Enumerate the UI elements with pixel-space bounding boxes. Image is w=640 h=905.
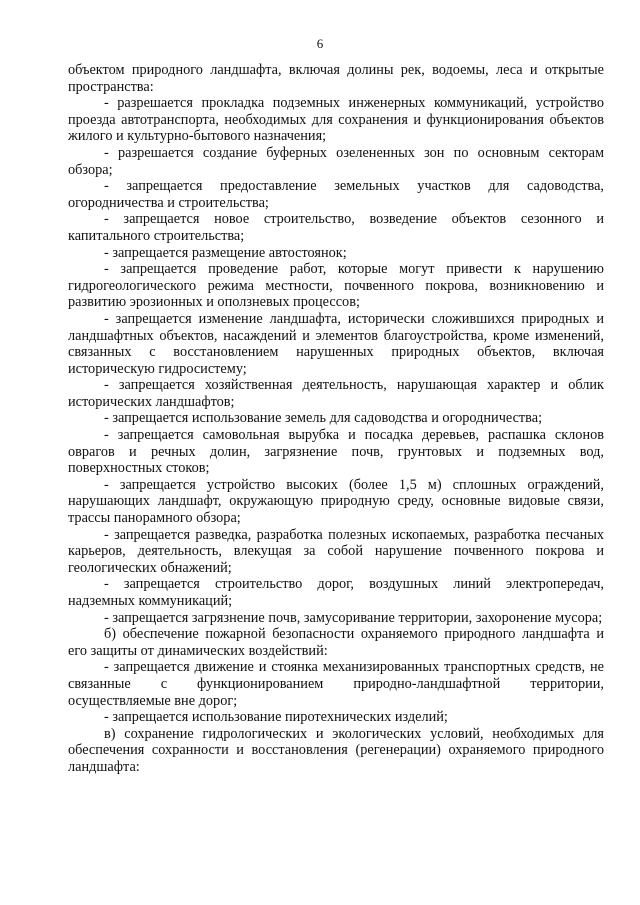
paragraph: б) обеспечение пожарной безопасности охраняемого природного ландшафта и его защиты от динамических воздействий: [68,626,604,659]
paragraph: - разрешается создание буферных озелененных зон по основным секторам обзора; [68,144,604,178]
document-body [68,62,604,776]
paragraph: объектом природного ландшафта, включая долины рек, водоемы, леса и открытые пространства: [68,62,604,95]
paragraph: - запрещается движение и стоянка механизированных транспортных средств, не связанные с функционированием природно-ландшафтной территории, осуществляемые вне дорог; [68,659,604,709]
paragraph: - запрещается размещение автостоянок; [104,244,347,261]
paragraph: - разрешается прокладка подземных инженерных коммуникаций, устройство проезда автотранспорта, необходимых для сохранения и функционирования объектов жилого и культурно-бытового назначения; [68,95,604,145]
paragraph: - запрещается использование пиротехнических изделий; [104,709,448,726]
paragraph: - запрещается изменение ландшафта, исторически сложившихся природных и ландшафтных объектов, насаждений и элементов благоустройства, кроме изменений, связанных с восстановлением нарушенных природных объектов, включая историческую гидросистему; [68,310,604,377]
paragraph: - запрещается устройство высоких (более 1,5 м) сплошных ограждений, нарушающих ландшафт, окружающую природную среду, основные видовые связи, трассы панорамного обзора; [68,476,604,527]
paragraph: - запрещается проведение работ, которые могут привести к нарушению гидрогеологического режима местности, почвенного покрова, возникновению и развитию эрозионных и оползневых процессов; [68,261,604,311]
paragraph: - запрещается самовольная вырубка и посадка деревьев, распашка склонов оврагов и речных долин, загрязнение почв, грунтовых и подземных вод, поверхностных стоков; [68,427,604,477]
paragraph: - запрещается разведка, разработка полезных ископаемых, разработка песчаных карьеров, деятельность, влекущая за собой нарушение почвенного покрова и геологических обнажений; [68,526,604,576]
page-number: 6 [316,36,324,51]
paragraph: - запрещается загрязнение почв, замусоривание территории, захоронение мусора; [104,609,603,626]
paragraph: - запрещается использование земель для садоводства и огородничества; [104,410,543,427]
paragraph: в) сохранение гидрологических и экологических условий, необходимых для обеспечения сохранности и восстановления (регенерации) охраняемого природного ландшафта: [68,725,604,775]
paragraph: - запрещается предоставление земельных участков для садоводства, огородничества и строительства; [68,178,604,211]
paragraph: - запрещается новое строительство, возведение объектов сезонного и капитального строительства; [68,211,604,244]
paragraph: - запрещается хозяйственная деятельность, нарушающая характер и облик исторических ландшафтов; [68,377,604,410]
paragraph: - запрещается строительство дорог, воздушных линий электропередач, надземных коммуникаций; [68,576,604,609]
